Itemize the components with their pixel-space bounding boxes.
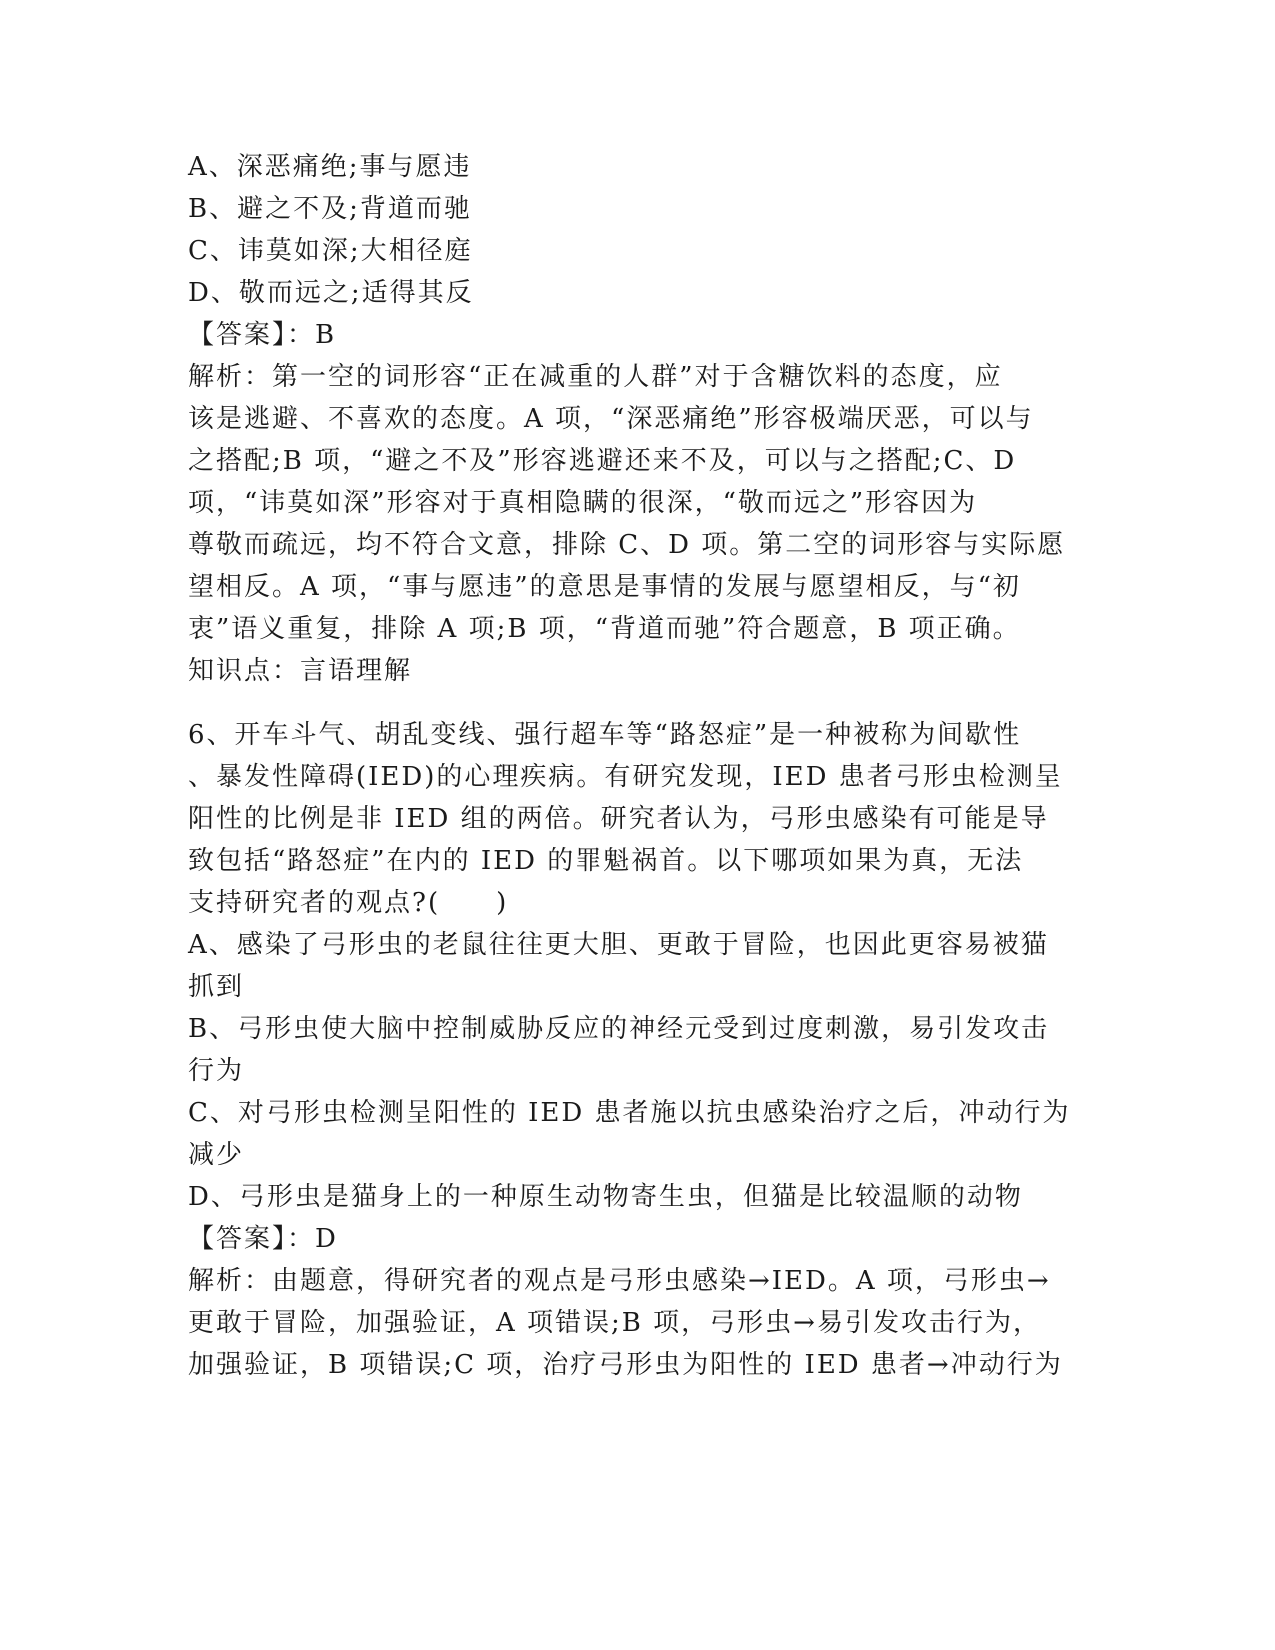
q5-analysis-line: 望相反。A 项，“事与愿违”的意思是事情的发展与愿望相反，与“初 — [188, 572, 1021, 602]
q5-analysis-line: 之搭配;B 项，“避之不及”形容逃避还来不及，可以与之搭配;C、D — [188, 446, 1017, 476]
q6-stem-line: 阳性的比例是非 IED 组的两倍。研究者认为，弓形虫感染有可能是导 — [188, 804, 1049, 834]
q5-analysis-line: 衷”语义重复，排除 A 项;B 项，“背道而驰”符合题意，B 项正确。 — [188, 614, 1021, 644]
q5-analysis-line: 该是逃避、不喜欢的态度。A 项，“深恶痛绝”形容极端厌恶，可以与 — [188, 404, 1034, 434]
q6-option-c: C、对弓形虫检测呈阳性的 IED 患者施以抗虫感染治疗之后，冲动行为 — [188, 1098, 1071, 1128]
q5-option-a: A、深恶痛绝;事与愿违 — [188, 152, 472, 182]
q5-analysis-line: 项，“讳莫如深”形容对于真相隐瞒的很深，“敬而远之”形容因为 — [188, 488, 978, 518]
q6-analysis-line: 解析：由题意，得研究者的观点是弓形虫感染→IED。A 项，弓形虫→ — [188, 1266, 1051, 1296]
q6-option-c-cont: 减少 — [188, 1140, 245, 1170]
q6-option-b: B、弓形虫使大脑中控制威胁反应的神经元受到过度刺激，易引发攻击 — [188, 1014, 1050, 1044]
q6-answer: 【答案】：D — [188, 1224, 338, 1254]
q5-option-c: C、讳莫如深;大相径庭 — [188, 236, 473, 266]
q6-option-a: A、感染了弓形虫的老鼠往往更大胆、更敢于冒险，也因此更容易被猫 — [188, 930, 1049, 960]
q6-analysis-line: 更敢于冒险，加强验证，A 项错误;B 项，弓形虫→易引发攻击行为， — [188, 1308, 1041, 1338]
q6-option-d: D、弓形虫是猫身上的一种原生动物寄生虫，但猫是比较温顺的动物 — [188, 1182, 1023, 1212]
document-page — [188, 146, 1088, 1386]
q5-knowledge-point: 知识点：言语理解 — [188, 656, 413, 686]
q5-option-b: B、避之不及;背道而驰 — [188, 194, 472, 224]
q6-stem-line: 支持研究者的观点?( ) — [188, 888, 509, 918]
q5-analysis-line: 尊敬而疏远，均不符合文意，排除 C、D 项。第二空的词形容与实际愿 — [188, 530, 1066, 560]
q6-option-b-cont: 行为 — [188, 1056, 245, 1086]
q6-stem-line: 6、开车斗气、胡乱变线、强行超车等“路怒症”是一种被称为间歇性 — [188, 720, 1022, 750]
q5-analysis-line: 解析：第一空的词形容“正在减重的人群”对于含糖饮料的态度，应 — [188, 362, 1003, 392]
q6-stem-line: 、暴发性障碍(IED)的心理疾病。有研究发现，IED 患者弓形虫检测呈 — [188, 762, 1063, 792]
q6-option-a-cont: 抓到 — [188, 972, 245, 1002]
q6-analysis-line: 加强验证，B 项错误;C 项，治疗弓形虫为阳性的 IED 患者→冲动行为 — [188, 1350, 1063, 1380]
q6-stem-line: 致包括“路怒症”在内的 IED 的罪魁祸首。以下哪项如果为真，无法 — [188, 846, 1024, 876]
q5-option-d: D、敬而远之;适得其反 — [188, 278, 474, 308]
q5-answer: 【答案】：B — [188, 320, 337, 350]
question-separator — [188, 692, 1088, 714]
